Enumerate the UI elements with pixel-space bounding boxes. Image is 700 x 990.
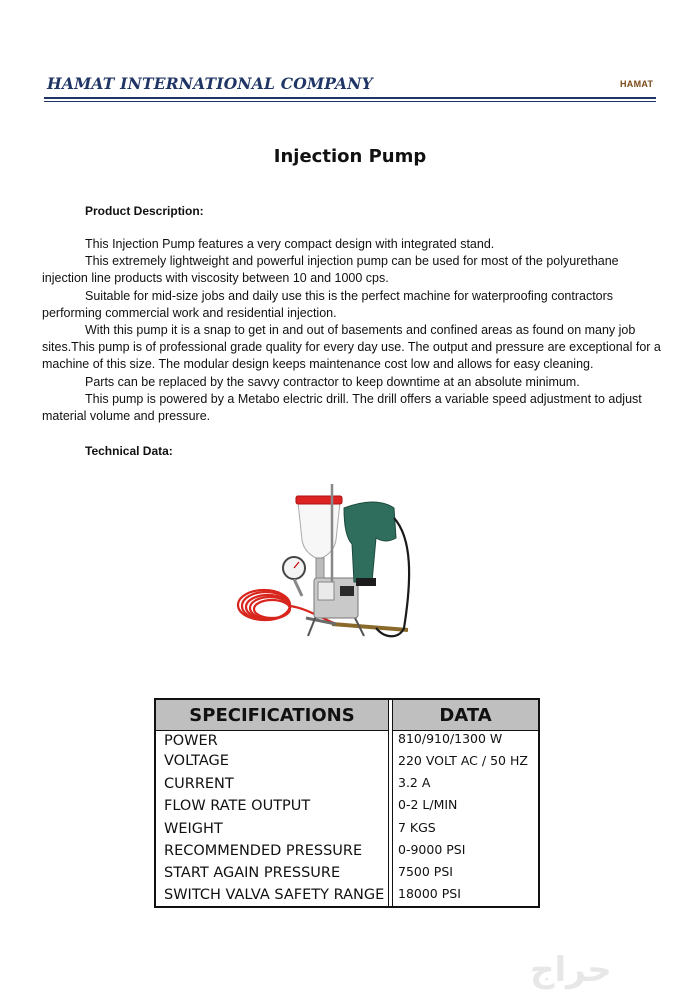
specifications-table <box>154 698 540 908</box>
description-paragraph: Parts can be replaced by the savvy contractor to keep downtime at an absolute minimum. <box>85 374 580 389</box>
technical-data-label: Technical Data: <box>85 444 173 458</box>
table-cell: 18000 PSI <box>398 886 461 901</box>
table-row: SWITCH VALVA SAFETY RANGE <box>164 887 385 903</box>
table-row: POWER <box>164 733 218 749</box>
table-row: CURRENT <box>164 776 234 792</box>
description-paragraph: Suitable for mid-size jobs and daily use this is the perfect machine for waterproofing contractors performing commercial work and residential injection. <box>42 288 614 320</box>
product-description-label: Product Description: <box>85 204 204 218</box>
injection-lance <box>332 624 408 630</box>
column-divider <box>392 700 393 906</box>
description-paragraph: This pump is powered by a Metabo electric drill. The drill offers a variable speed adjustment to adjust material volume and pressure. <box>42 391 642 424</box>
description-paragraph: This Injection Pump features a very compact design with integrated stand. <box>85 237 495 251</box>
table-cell: 3.2 A <box>398 775 431 790</box>
table-cell: 0-9000 PSI <box>398 842 466 857</box>
description-paragraph: This extremely lightweight and powerful injection pump can be used for most of the polyurethane injection line products with viscosity between 10 and 1000 cps. <box>42 254 619 286</box>
watermark: حراج <box>530 950 612 990</box>
table-cell: 7 KGS <box>398 820 436 835</box>
spec-col-header: SPECIFICATIONS <box>156 700 388 731</box>
description-paragraph: With this pump it is a snap to get in and out of basements and confined areas as found on many job sites.This pump is of professional grade quality for every day use. The output and pressure are exceptional for a machine of this size. The modular design keeps maintenance cost low and allows for easy cleaning. <box>42 323 661 372</box>
table-cell: 810/910/1300 W <box>398 731 503 746</box>
table-cell: 0-2 L/MIN <box>398 797 458 812</box>
material-cup <box>298 502 340 558</box>
data-col-header: DATA <box>393 700 538 731</box>
table-cell: 7500 PSI <box>398 864 453 879</box>
column-divider <box>388 700 389 906</box>
table-row: RECOMMENDED PRESSURE <box>164 843 363 859</box>
header-divider <box>44 97 656 99</box>
page-title: Injection Pump <box>273 146 427 167</box>
company-name: HAMAT INTERNATIONAL COMPANY <box>47 74 373 93</box>
table-cell: 220 VOLT AC / 50 HZ <box>398 753 528 768</box>
table-row: START AGAIN PRESSURE <box>164 865 341 881</box>
table-row: FLOW RATE OUTPUT <box>164 798 311 814</box>
metabo-drill <box>344 502 396 582</box>
table-row: WEIGHT <box>164 821 223 837</box>
company-logo: HAMAT <box>620 79 654 89</box>
header-divider-thin <box>44 101 656 102</box>
table-row: VOLTAGE <box>164 753 229 769</box>
injection-pump-image <box>236 478 412 654</box>
product-description <box>42 236 662 425</box>
